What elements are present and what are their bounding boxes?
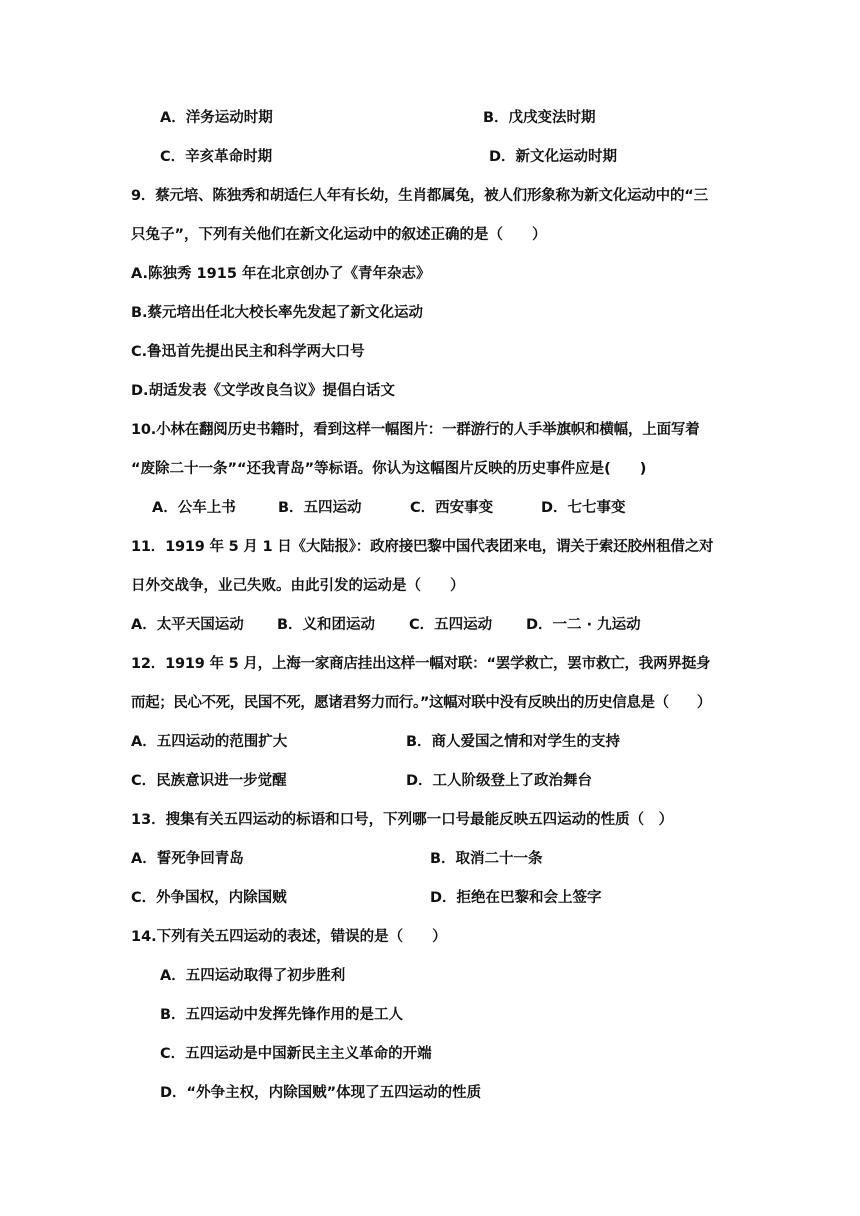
q10-stem-line1: 10.小林在翻阅历史书籍时，看到这样一幅图片：一群游行的人手举旗帜和横幅，上面写着 bbox=[131, 422, 700, 438]
q14-option-c: C．五四运动是中国新民主主义革命的开端 bbox=[160, 1046, 432, 1062]
q9-stem-line1: 9．蔡元培、陈独秀和胡适仨人年有长幼，生肖都属兔，被人们形象称为新文化运动中的“三 bbox=[131, 188, 708, 204]
q13-option-c: C．外争国权，内除国贼 bbox=[131, 890, 287, 906]
q14-stem: 14.下列有关五四运动的表述，错误的是（ ） bbox=[131, 929, 447, 945]
q11-stem-line1: 11．1919 年 5 月 1 日《大陆报》：政府接巴黎中国代表团来电，谓关于索还胶州租借之对 bbox=[131, 539, 714, 555]
q9-option-a: A.陈独秀 1915 年在北京创办了《青年杂志》 bbox=[131, 266, 431, 282]
q10-option-d: D．七七事变 bbox=[541, 500, 626, 516]
q8-option-a: A．洋务运动时期 bbox=[160, 110, 273, 126]
q10-stem-line2: “废除二十一条”“还我青岛”等标语。你认为这幅图片反映的历史事件应是( ) bbox=[131, 461, 647, 477]
q8-option-c: C．辛亥革命时期 bbox=[160, 149, 273, 165]
q9-stem-line2: 只兔子”，下列有关他们在新文化运动中的叙述正确的是（ ） bbox=[131, 227, 547, 243]
q12-option-b: B．商人爱国之情和对学生的支持 bbox=[406, 734, 621, 750]
q9-option-d: D.胡适发表《文学改良刍议》提倡白话文 bbox=[131, 383, 396, 399]
q11-stem-line2: 日外交战争，业己失败。由此引发的运动是（ ） bbox=[131, 578, 465, 594]
q12-option-a: A．五四运动的范围扩大 bbox=[131, 734, 288, 750]
q11-option-a: A．太平天国运动 bbox=[131, 617, 244, 633]
q11-option-b: B．义和团运动 bbox=[277, 617, 376, 633]
q13-option-d: D．拒绝在巴黎和会上签字 bbox=[430, 890, 602, 906]
q10-option-b: B．五四运动 bbox=[278, 500, 362, 516]
q12-stem-line2: 而起；民心不死，民国不死，愿诸君努力而行。”这幅对联中没有反映出的历史信息是（ ） bbox=[131, 695, 711, 711]
q9-option-c: C.鲁迅首先提出民主和科学两大口号 bbox=[131, 344, 365, 360]
q14-option-d: D．“外争主权，内除国贼”体现了五四运动的性质 bbox=[160, 1085, 482, 1101]
q8-option-b: B．戊戌变法时期 bbox=[483, 110, 596, 126]
q8-option-d: D．新文化运动时期 bbox=[489, 149, 618, 165]
q12-option-c: C．民族意识进一步觉醒 bbox=[131, 773, 287, 789]
q12-option-d: D．工人阶级登上了政治舞台 bbox=[406, 773, 593, 789]
q9-option-b: B.蔡元培出任北大校长率先发起了新文化运动 bbox=[131, 305, 424, 321]
q10-option-a: A．公车上书 bbox=[152, 500, 236, 516]
q11-option-c: C．五四运动 bbox=[409, 617, 493, 633]
q12-stem-line1: 12．1919 年 5 月，上海一家商店挂出这样一幅对联：“罢学救亡，罢市救亡，我两界挺身 bbox=[131, 656, 711, 672]
q11-option-d: D．一二 · 九运动 bbox=[526, 617, 641, 633]
q10-option-c: C．西安事变 bbox=[410, 500, 494, 516]
q14-option-a: A．五四运动取得了初步胜利 bbox=[160, 968, 346, 984]
q13-option-a: A．誓死争回青岛 bbox=[131, 851, 244, 867]
q13-option-b: B．取消二十一条 bbox=[430, 851, 543, 867]
q13-stem: 13．搜集有关五四运动的标语和口号，下列哪一口号最能反映五四运动的性质（ ） bbox=[131, 812, 674, 828]
q14-option-b: B．五四运动中发挥先锋作用的是工人 bbox=[160, 1007, 404, 1023]
